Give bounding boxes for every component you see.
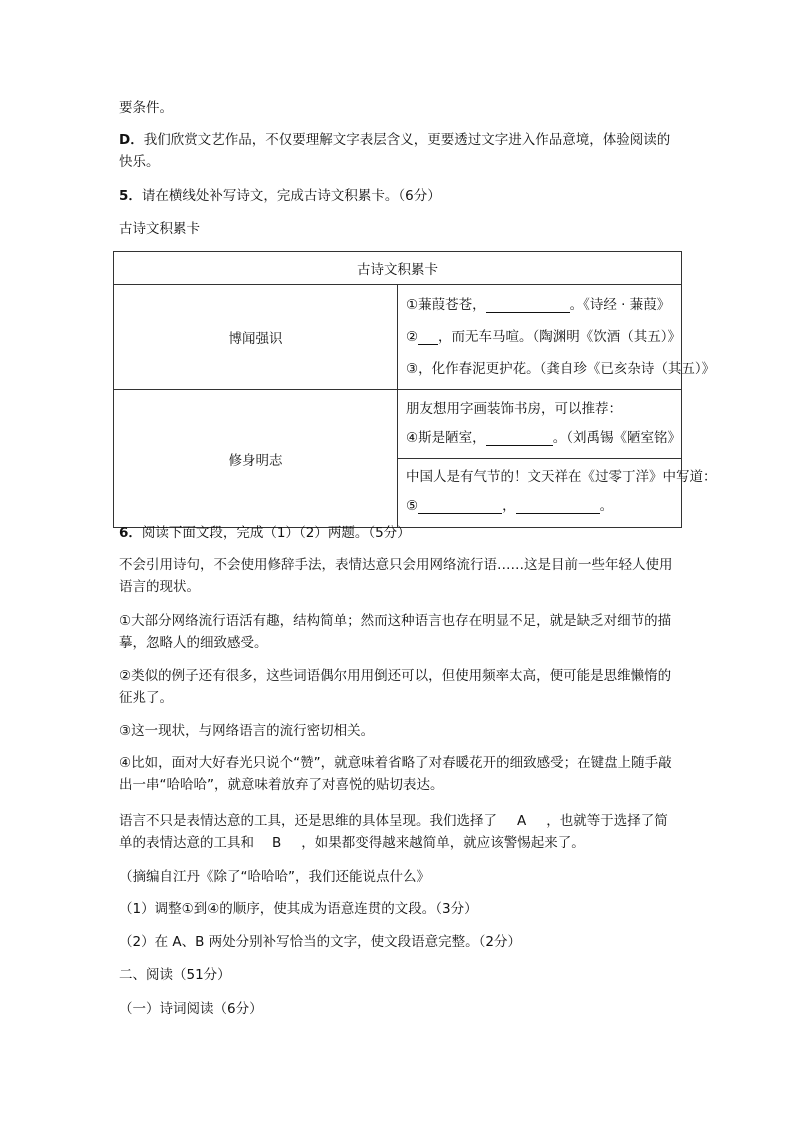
text-line: 要条件。 — [119, 100, 173, 116]
passage-sentence-2: ②类似的例子还有很多，这些词语偶尔用用倒还可以，但使用频率太高，便可能是思维懒惰的征兆了。 — [119, 668, 672, 706]
option-d-text: 我们欣赏文艺作品，不仅要理解文字表层含义，更要透过文字进入作品意境，体验阅读的快乐。 — [119, 132, 671, 170]
conclusion-part-2: ，也就等于选择了简单的表情达意的工具和 — [119, 813, 668, 851]
card-cell-knowledge — [398, 285, 716, 390]
card-row-3-source: ，化作春泥更护花。（龚自珍《已亥杂诗（其五）》 — [418, 361, 716, 377]
card-row-3-lead: ③ — [406, 361, 419, 377]
question-6-number: 6． — [119, 525, 142, 541]
fill-blank-1[interactable] — [486, 298, 570, 313]
question-5 — [119, 186, 679, 206]
card-row-1-lead: ①蒹葭苍苍， — [406, 297, 486, 313]
passage-source: （摘编自江丹《除了“哈哈哈”，我们还能说点什么》 — [119, 869, 430, 885]
card-cell-integrity — [398, 459, 717, 528]
card-cell-study — [398, 390, 682, 459]
blank-a-marker: A — [517, 813, 527, 829]
conclusion-part-1: 语言不只是表情达意的工具，还是思维的具体呈现。我们选择了 — [119, 813, 497, 829]
card-row-5-intro: 中国人是有气节的！文天祥在《过零丁洋》中写道： — [406, 469, 717, 485]
card-row-2-source: ，而无车马喧。（陶渊明《饮酒（其五）》 — [438, 329, 681, 345]
section-2-subtitle: （一）诗词阅读（6分） — [119, 1001, 263, 1017]
card-row-2-lead: ② — [406, 329, 419, 345]
question-5-text: 请在横线处补写诗文，完成古诗文积累卡。（6分） — [141, 188, 441, 204]
option-d — [119, 129, 679, 173]
card-row-2 — [406, 321, 681, 353]
card-label: 古诗文积累卡 — [119, 221, 200, 237]
blank-b-marker: B — [272, 835, 282, 851]
fill-blank-5a[interactable] — [418, 499, 502, 514]
card-row-1-source: 。《诗经 · 蒹葭》 — [569, 297, 671, 313]
passage-sentence-3: ③这一现状，与网络语言的流行密切相关。 — [119, 723, 375, 739]
card-row-5-comma: ， — [502, 498, 516, 514]
card-row-1 — [406, 289, 681, 321]
section-2-title: 二、阅读（51分） — [119, 967, 231, 983]
passage-sentence-1: ①大部分网络流行语活有趣，结构简单；然而这种语言也存在明显不足，就是缺乏对细节的描摹，忽略人的细致感受。 — [119, 613, 672, 651]
card-caption: 古诗文积累卡 — [114, 252, 682, 285]
passage-conclusion — [119, 810, 679, 854]
card-row-5-end: 。 — [599, 498, 614, 514]
card-row-3 — [406, 353, 716, 385]
card-row-5-lead: ⑤ — [406, 498, 419, 514]
option-d-label: D． — [119, 132, 144, 148]
passage-sentence-4: ④比如，面对大好春光只说个“赞”，就意味着省略了对春暖花开的细致感受；在键盘上随手敲出一串“哈哈哈”，就意味着放弃了对喜悦的贴切表达。 — [119, 755, 672, 793]
fill-blank-5b[interactable] — [516, 499, 600, 514]
card-row-4-source: 。（刘禹锡《陋室铭》 — [552, 430, 681, 446]
fill-blank-2[interactable] — [418, 330, 438, 345]
conclusion-part-3: ，如果都变得越来越简单，就应该警惕起来了。 — [301, 835, 585, 851]
question-6 — [119, 523, 679, 543]
sub-question-1: （1）调整①到④的顺序，使其成为语意连贯的文段。（3分） — [119, 901, 478, 917]
poetry-card-table — [113, 251, 717, 528]
question-6-text: 阅读下面文段，完成（1）（2）两题。（5分） — [141, 525, 411, 541]
passage-intro: 不会引用诗句，不会使用修辞手法，表情达意只会用网络流行语……这是目前一些年轻人使用语言的现状。 — [119, 557, 673, 595]
card-row-4-lead: ④斯是陋室， — [406, 430, 486, 446]
card-row-4-intro: 朋友想用字画装饰书房，可以推荐： — [406, 401, 622, 417]
category-broad-knowledge: 博闻强识 — [114, 285, 398, 390]
card-row-5 — [406, 490, 681, 522]
card-row-4 — [406, 423, 681, 453]
fill-blank-4[interactable] — [486, 431, 553, 446]
sub-question-2: （2）在 A、B 两处分别补写恰当的文字，使文段语意完整。（2分） — [119, 934, 522, 950]
category-self-cultivation: 修身明志 — [114, 390, 398, 528]
question-5-number: 5． — [119, 188, 142, 204]
